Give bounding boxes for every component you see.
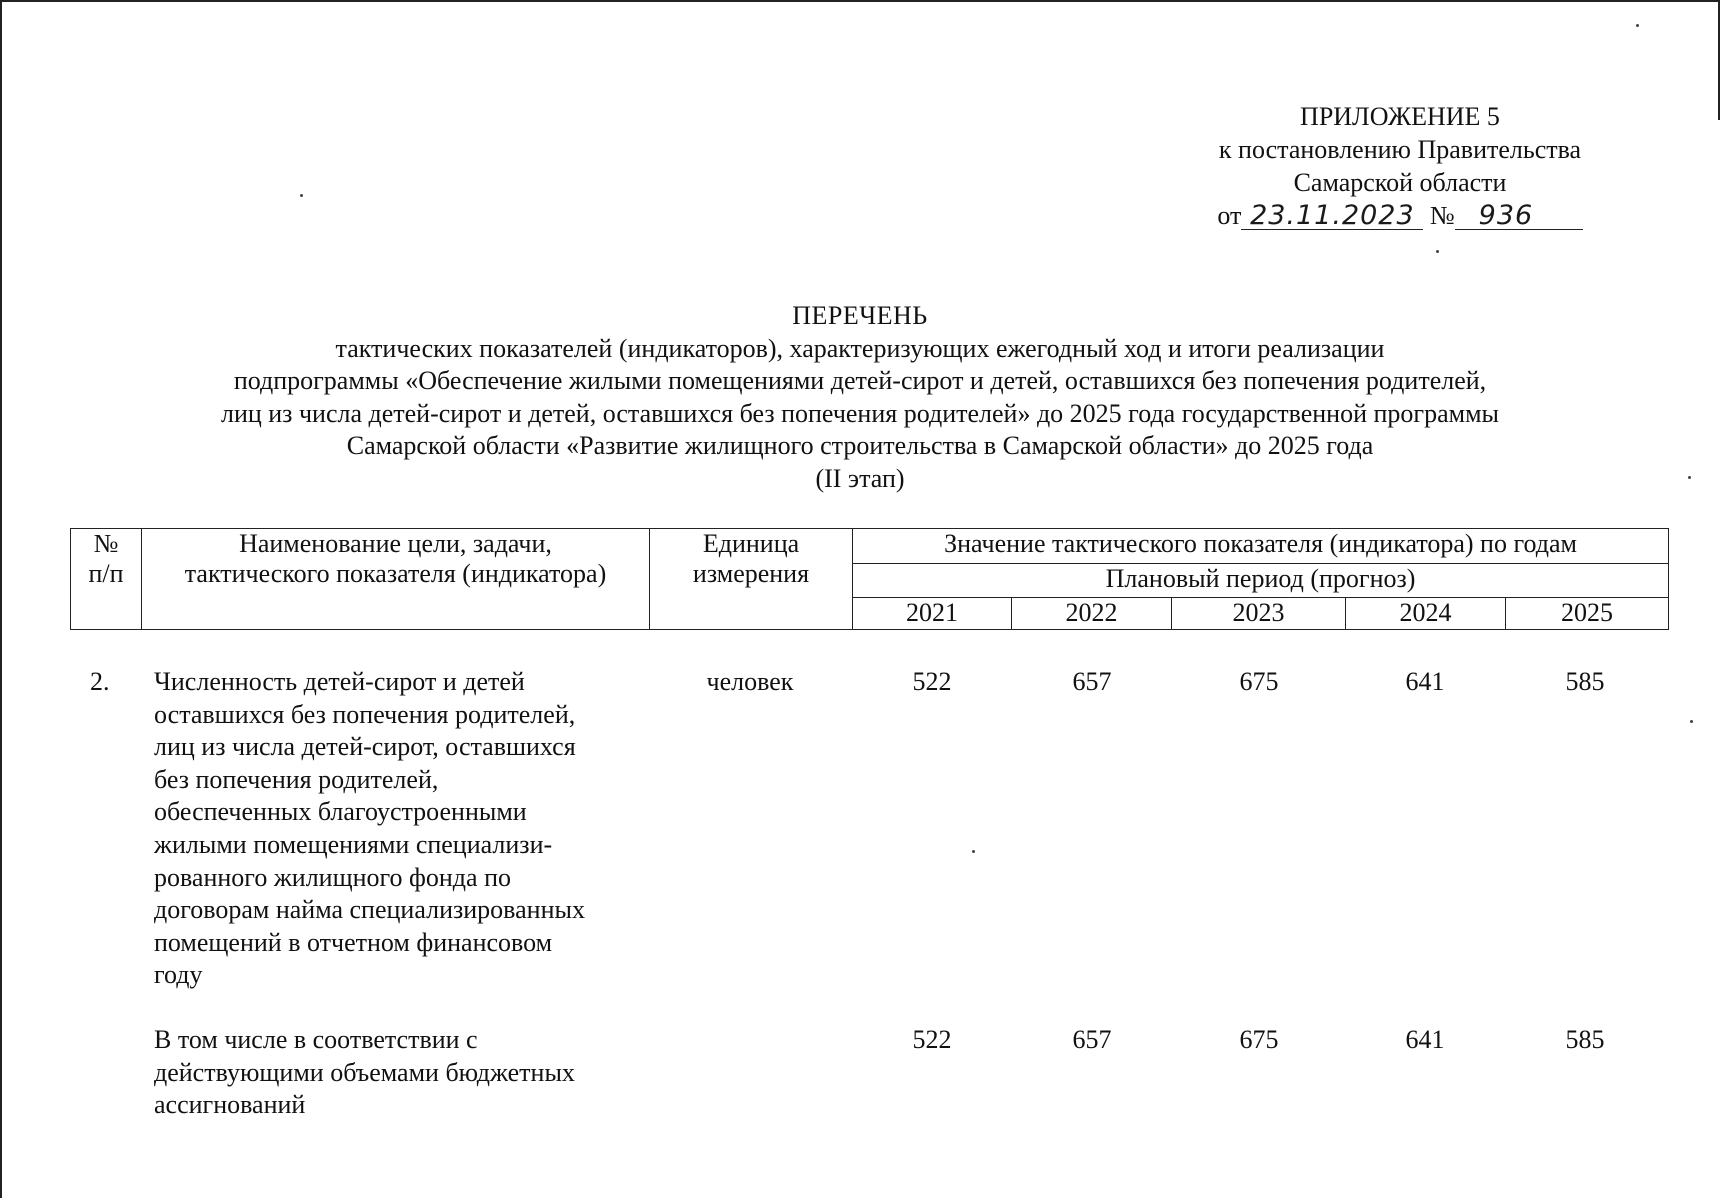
appendix-line1: к постановлению Правительства [1218, 135, 1582, 164]
scan-speck [300, 194, 303, 197]
header-number-line2: п/п [88, 559, 124, 588]
header-name-line2: тактического показателя (индикатора) [184, 559, 607, 588]
row-1-value-2023: 675 [1239, 667, 1279, 696]
row-1-line: лиц из числа детей-сирот, оставшихся [154, 732, 576, 762]
scan-speck [972, 850, 975, 853]
date-prefix: от [1217, 201, 1242, 230]
header-cell-number [71, 529, 142, 630]
header-year-2021: 2021 [853, 598, 1012, 630]
scan-speck [1690, 720, 1693, 723]
handwritten-number: 936 [1455, 203, 1583, 230]
header-year-2024: 2024 [1346, 598, 1506, 630]
appendix-title: ПРИЛОЖЕНИЕ 5 [1300, 102, 1500, 131]
row-1-value-2025: 585 [1565, 667, 1605, 696]
scan-speck [1436, 250, 1439, 253]
row-2-value-2025: 585 [1565, 1025, 1605, 1054]
header-cell-values: Значение тактического показателя (индикатора) по годам [853, 529, 1669, 564]
handwritten-date: 23.11.2023 [1241, 203, 1423, 230]
header-unit-line2: измерения [692, 559, 810, 588]
row-1-line: без попечения родителей, [154, 764, 439, 794]
row-2-value-2024: 641 [1405, 1025, 1445, 1054]
row-1-line: помещений в отчетном финансовом [154, 927, 553, 957]
row-1-value-2021: 522 [912, 667, 952, 696]
row-2-value-2021: 522 [912, 1025, 952, 1054]
row-1-line: обеспеченных благоустроенными [154, 797, 527, 827]
heading-line2: подпрограммы «Обеспечение жилыми помещениями детей-сирот и детей, оставшихся без попечения родителей, [233, 366, 1487, 395]
heading-title: ПЕРЕЧЕНЬ [792, 301, 928, 330]
heading-line1: тактических показателей (индикаторов), характеризующих ежегодный ход и итоги реализации [335, 333, 1385, 363]
row-1-line: жилыми помещениями специализи- [154, 829, 553, 859]
appendix-block [1180, 100, 1620, 232]
header-year-2022: 2022 [1012, 598, 1172, 630]
row-2-line: действующими объемами бюджетных [154, 1057, 575, 1087]
row-1-value-2022: 657 [1072, 667, 1112, 696]
row-1-line: оставшихся без попечения родителей, [154, 699, 576, 729]
header-name-line1: Наименование цели, задачи, [239, 529, 552, 558]
header-year-2025: 2025 [1506, 598, 1669, 630]
heading-line5: (II этап) [815, 463, 905, 493]
header-number-line1: № [93, 529, 119, 558]
appendix-date-line [1217, 199, 1582, 232]
header-cell-unit [650, 529, 853, 630]
number-prefix: № [1429, 201, 1455, 230]
row-2-value-2023: 675 [1239, 1025, 1279, 1054]
scan-speck [1636, 24, 1639, 27]
row-1-line: Численность детей-сирот и детей [154, 667, 525, 696]
row-1-line: году [154, 960, 203, 990]
scan-speck [1688, 476, 1691, 479]
heading-line4: Самарской области «Развитие жилищного строительства в Самарской области» до 2025 года [346, 431, 1374, 460]
indicators-table-header [70, 528, 1669, 630]
row-1-number: 2. [90, 667, 110, 696]
header-year-2023: 2023 [1172, 598, 1346, 630]
header-cell-period: Плановый период (прогноз) [853, 563, 1669, 598]
row-2-description [154, 1024, 644, 1122]
row-1-value-2024: 641 [1405, 667, 1445, 696]
heading-line3: лиц из числа детей-сирот и детей, оставшихся без попечения родителей» до 2025 года государственной программы [220, 398, 1500, 428]
row-1-line: рованного жилищного фонда по [154, 862, 511, 892]
row-1-line: договорам найма специализированных [154, 895, 585, 925]
row-2-line: В том числе в соответствии с [154, 1025, 478, 1054]
header-cell-name [142, 529, 650, 630]
row-1-unit: человек [706, 667, 794, 696]
appendix-line2: Самарской области [1293, 168, 1507, 197]
row-2-value-2022: 657 [1072, 1025, 1112, 1054]
header-unit-line1: Единица [702, 529, 800, 558]
row-1-description [154, 666, 640, 992]
document-heading [0, 300, 1720, 495]
row-2-line: ассигнований [154, 1090, 306, 1120]
